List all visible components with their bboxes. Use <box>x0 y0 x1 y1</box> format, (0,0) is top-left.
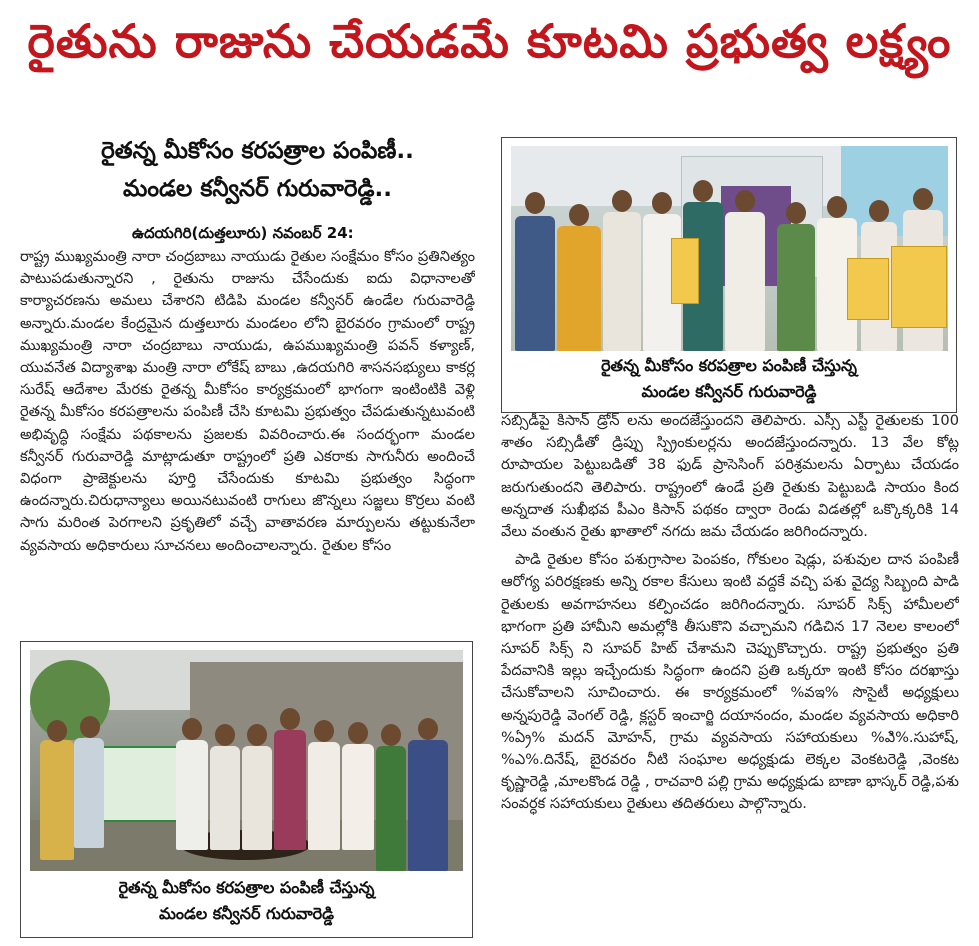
person-9 <box>376 746 406 871</box>
photo-caption-top <box>502 353 956 405</box>
person-9-head <box>381 724 401 746</box>
person-6 <box>274 730 306 850</box>
leaflet-poster <box>847 258 889 320</box>
dateline: ఉదయగిరి(దుత్తలూరు) నవంబర్ 24: <box>132 224 354 242</box>
person-1-head <box>525 192 545 214</box>
person-6-head <box>280 708 300 730</box>
person-4 <box>210 746 240 850</box>
person-7-head <box>314 720 334 742</box>
photo-field-demonstration <box>30 650 463 871</box>
photo-frame-bottom <box>20 641 473 938</box>
person-8-head <box>348 722 368 744</box>
photo-leaflet-distribution-village <box>511 146 948 351</box>
leaflet-poster <box>671 238 699 304</box>
person-3-head <box>612 190 632 212</box>
person-6-head <box>735 190 755 212</box>
person-2-head <box>80 716 100 738</box>
person-1 <box>40 740 74 860</box>
person-5-head <box>693 180 713 202</box>
person-2 <box>557 226 601 351</box>
caption-line-1: రైతన్న మీకోసం కరపత్రాల పంపిణీ చేస్తున్న <box>601 356 857 375</box>
person-4-head <box>215 724 235 746</box>
article-subheadline <box>20 132 495 208</box>
person-10 <box>408 740 448 871</box>
subhead-line-2: మండల కన్వీనర్ గురువారెడ్డి.. <box>122 176 392 202</box>
person-10-head <box>913 188 933 210</box>
article-body-right-column <box>501 410 959 816</box>
person-2-head <box>569 204 589 226</box>
article-body-left-column <box>20 246 475 634</box>
subhead-line-1: రైతన్న మీకోసం కరపత్రాల పంపిణీ.. <box>101 138 414 164</box>
leaflet-poster <box>891 246 947 328</box>
person-3-head <box>182 718 202 740</box>
caption-line-2: మండల కన్వీనర్ గురువారెడ్డి <box>641 382 817 401</box>
page-headline: రైతును రాజును చేయడమే కూటమి ప్రభుత్వ లక్ష్యం <box>27 14 952 68</box>
person-7 <box>777 224 815 351</box>
person-8-head <box>827 196 847 218</box>
person-8 <box>342 744 374 850</box>
person-10-head <box>418 718 438 740</box>
person-1 <box>515 216 555 351</box>
person-9-head <box>869 200 889 222</box>
photo-frame-top <box>501 137 957 413</box>
caption-line-2: మండల కన్వీనర్ గురువారెడ్డి <box>159 904 334 923</box>
person-7 <box>308 742 340 850</box>
person-4-head <box>652 192 672 214</box>
person-5 <box>242 746 272 850</box>
person-2 <box>74 738 104 848</box>
body-paragraph: రాష్ట్ర ముఖ్యమంత్రి నారా చంద్రబాబు నాయుడు రైతుల సంక్షేమం కోసం ప్రతినిత్యం పాటుపడుతున్నారని , రైతును రాజును చేసేందుకు ఐదు విధానాలతో కార్యాచరణను అమలు చేశారని టిడిపి మండల కన్వీనర్ ఉండేల గురువారెడ్డి అన్నారు.మండల కేంద్రమైన దుత్తలూరు మండలం లోని బైరవరం గ్రామంలో రాష్ట్ర ముఖ్యమంత్రి నారా చంద్రబాబు నాయుడు, ఉపముఖ్యమంత్రి పవన్ కళ్యాణ్, యువనేత విద్యాశాఖ మంత్రి నారా లోకేష్ బాబు ,ఉదయగిరి శాసనసభ్యులు కాకర్ల సురేష్ ఆదేశాల మేరకు రైతన్న మీకోసం కార్యక్రమంలో భాగంగా ఇంటింటికి వెళ్లి రైతన్న మీకోసం కరపత్రాలను పంపిణీ చేసి కూటమి ప్రభుత్వం చేపడుతున్నటువంటి అభివృద్ధి సంక్షేమ పథకాలను ప్రజలకు వివరించారు.ఈ సందర్భంగా మండల కన్వీనర్ గురువారెడ్డి మాట్లాడుతూ రాష్ట్రంలో ప్రతి ఎకరాకు సాగునీరు అందించే విధంగా ప్రాజెక్టులను పూర్తి చేసేందుకు కూటమి ప్రభుత్వం సిద్ధంగా ఉందన్నారు.చిరుధాన్యాలు అయినటువంటి రాగులు జొన్నలు సజ్జలు కొర్రలు వంటి సాగు మరింత పెరగాలని ప్రకృతిలో వచ్చే వాతావరణ మార్పులను తట్టుకునేలా వ్యవసాయ అధికారులు సూచనలు అందించాలన్నారు. రైతుల కోసం <box>20 248 475 554</box>
person-3 <box>603 212 641 351</box>
body-paragraph: పాడి రైతుల కోసం పశుగ్రాసాల పెంపకం, గోకులం షెడ్లు, పశువుల దాన పంపిణీ ఆరోగ్య పరిరక్షణకు అన్ని రకాల కేసులు ఇంటి వద్దకే వచ్చి పశు వైద్య సిబ్బంది పాడి రైతులకు అవగాహనలు కల్పించడం జరిగిందన్నారు. సూపర్ సిక్స్ హామీలలో భాగంగా ప్రతి హామీని అమల్లోకి తీసుకొని వచ్చామని గడిచిన 17 నెలల కాలంలో సూపర్ సిక్స్ ని సూపర్ హిట్ చేశామని చెప్పుకొచ్చారు. రాష్ట్ర ప్రభుత్వం ప్రతి పేదవానికి ఇల్లు ఇచ్చేందుకు సిద్ధంగా ఉందని ప్రతి ఒక్కరూ ఇంటి కోసం దరఖాస్తు చేసుకోవాలని సూచించారు. ఈ కార్యక్రమంలో %వఇ% సొసైటీ అధ్యక్షులు అన్నపురెడ్డి వెంగల్ రెడ్డి, క్లస్టర్ ఇంచార్జి దయానందం, మండల వ్యవసాయ అధికారి %ఏ్ర% మదన్ మోహన్, గ్రామ వ్యవసాయ సహాయకులు %ఎి%.సుహాష్, %ఎ%.దినేష్, బైరవరం నీటి సంఘాల అధ్యక్షుడు లెక్కల వెంకటరెడ్డి ,వెంకట కృష్ణారెడ్డి ,మాలకొండ రెడ్డి , రాచవారి పల్లి గ్రామ అధ్యక్షుడు బాణా భాస్కర్ రెడ్డి,పశు సంవర్ధక సహాయకులు రైతులు తదితరులు పాల్గొన్నారు. <box>501 551 959 813</box>
caption-line-1: రైతన్న మీకోసం కరపత్రాల పంపిణీ చేస్తున్న <box>118 878 375 897</box>
person-6 <box>725 212 765 351</box>
person-5-head <box>247 724 267 746</box>
person-3 <box>176 740 208 850</box>
body-paragraph: సబ్సిడీపై కిసాన్ డ్రోన్ లను అందజేస్తుందని తెలిపారు. ఎస్సీ ఎస్టీ రైతులకు 100 శాతం సబ్సిడీతో డ్రిప్పు స్ప్రింకులర్లను అందజేస్తుందన్నారు. 13 వేల కోట్ల రూపాయల పెట్టుబడితో 38 ఫుడ్ ప్రాసెసింగ్ పరిశ్రమలను ఏర్పాటు చేయడం జరుగుతుందని తెలిపారు. రాష్ట్రంలో ఉండే ప్రతి రైతుకు పెట్టుబడి సాయం కింద అన్నదాత సుఖీభవ పీఎం కిసాన్ పథకం ద్వారా రెండు విడతల్లో ఒక్కొక్కరికి 14 వేలు వంతున రైతు ఖాతాలో నగదు జమ చేయడం జరిగిందన్నారు. <box>501 412 959 541</box>
photo-caption-bottom <box>21 875 472 927</box>
person-1-head <box>47 720 67 742</box>
person-7-head <box>786 202 806 224</box>
